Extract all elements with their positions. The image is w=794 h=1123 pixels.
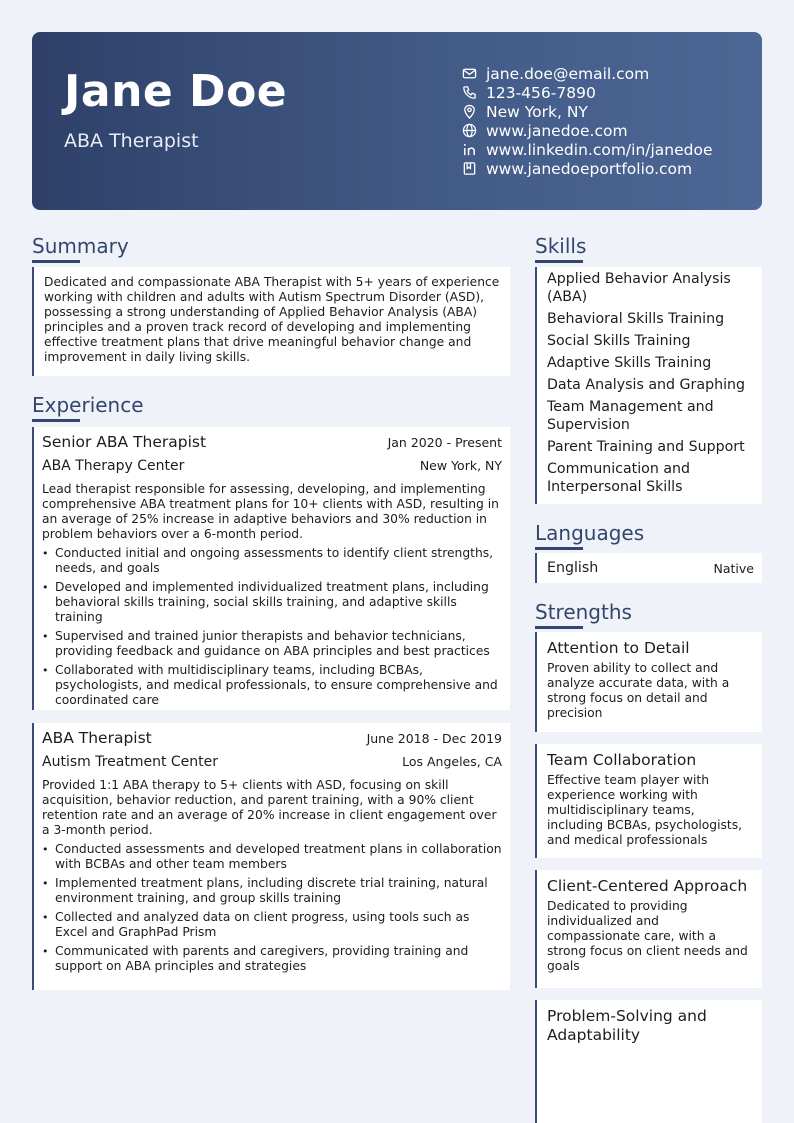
job-dates: Jan 2020 - Present	[387, 435, 502, 450]
job-location: Los Angeles, CA	[402, 754, 502, 769]
skill-item: Data Analysis and Graphing	[547, 377, 746, 393]
job-bullet: • Communicated with parents and caregivers, providing training and support on ABA principles and strategies	[42, 944, 502, 974]
candidate-name: Jane Doe	[64, 66, 288, 117]
skills-underline	[535, 260, 583, 263]
job-bullet-list	[42, 842, 502, 974]
job-bullet: • Conducted initial and ongoing assessments to identify client strengths, needs, and goals	[42, 546, 502, 576]
location-pin-icon	[461, 103, 478, 120]
contact-email[interactable]	[461, 64, 713, 83]
language-level: Native	[713, 560, 754, 576]
job-bullet: • Collected and analyzed data on client progress, using tools such as Excel and GraphPad Prism	[42, 910, 502, 940]
summary-underline	[32, 260, 80, 263]
job-dates: June 2018 - Dec 2019	[366, 731, 502, 746]
languages-underline	[535, 547, 583, 550]
globe-icon	[461, 122, 478, 139]
linkedin-icon	[461, 141, 478, 158]
strength-card	[535, 632, 762, 732]
job-description: Lead therapist responsible for assessing, developing, and implementing comprehensive ABA treatment plans for 10+ clients with ASD, resulting in an average of 25% increase in adaptive behaviors and 30% reduction in problem behaviors over a 6-month period.	[42, 482, 499, 541]
phone-icon	[461, 84, 478, 101]
resume-header	[32, 32, 762, 210]
job-location: New York, NY	[419, 458, 502, 473]
summary-text: Dedicated and compassionate ABA Therapist with 5+ years of experience working with children and adults with Autism Spectrum Disorder (ASD), possessing a strong understanding of Applied Behavior Analysis (ABA) principles and a proven track record of developing and implementing effective treatment plans that drive meaningful behavior change and improvement in daily living skills.	[44, 275, 500, 364]
skill-item: Parent Training and Support	[547, 439, 745, 455]
experience-entry	[32, 427, 510, 710]
contact-list	[461, 64, 713, 178]
contact-phone-text: 123-456-7890	[486, 83, 596, 102]
skill-item: Behavioral Skills Training	[547, 311, 725, 327]
strengths-heading: Strengths	[535, 600, 632, 624]
summary-card	[32, 267, 510, 376]
skill-item: Team Management and Supervision	[547, 399, 714, 433]
language-name: English	[547, 560, 599, 576]
summary-heading: Summary	[32, 234, 129, 258]
languages-heading: Languages	[535, 521, 645, 545]
portfolio-icon	[461, 160, 478, 177]
experience-heading: Experience	[32, 393, 144, 417]
strength-card	[535, 870, 762, 988]
strength-description: Dedicated to providing individualized and compassionate care, with a strong focus on client needs and goals	[547, 899, 748, 973]
strengths-underline	[535, 626, 583, 629]
contact-phone[interactable]	[461, 83, 713, 102]
job-company: Autism Treatment Center	[42, 754, 219, 770]
job-bullet: • Developed and implemented individualized treatment plans, including behavioral skills training, social skills training, and adaptive skills training	[42, 580, 502, 625]
contact-portfolio[interactable]	[461, 159, 713, 178]
contact-location-text: New York, NY	[486, 102, 588, 121]
contact-portfolio-text: www.janedoeportfolio.com	[486, 159, 693, 178]
job-bullet: • Supervised and trained junior therapists and behavior technicians, providing feedback and guidance on ABA principles and best practices	[42, 629, 502, 659]
job-bullet: • Conducted assessments and developed treatment plans in collaboration with BCBAs and other team members	[42, 842, 502, 872]
skill-item: Adaptive Skills Training	[547, 355, 712, 371]
strength-description: Proven ability to collect and analyze accurate data, with a strong focus on detail and precision	[547, 661, 730, 720]
mail-icon	[461, 65, 478, 82]
language-row	[537, 553, 762, 583]
contact-linkedin[interactable]	[461, 140, 713, 159]
strength-title: Attention to Detail	[547, 639, 690, 657]
job-company: ABA Therapy Center	[42, 458, 185, 474]
job-role: Senior ABA Therapist	[42, 433, 207, 451]
contact-location	[461, 102, 713, 121]
job-role: ABA Therapist	[42, 729, 152, 747]
skill-item: Social Skills Training	[547, 333, 691, 349]
experience-underline	[32, 419, 80, 422]
languages-card	[535, 553, 762, 583]
job-description: Provided 1:1 ABA therapy to 5+ clients with ASD, focusing on skill acquisition, behavior reduction, and parent training, with a 90% client retention rate and an average of 20% increase in client engagement over a 3-month period.	[42, 778, 497, 837]
skill-item: Communication and Interpersonal Skills	[547, 461, 691, 495]
strength-card	[535, 1000, 762, 1123]
candidate-title: ABA Therapist	[64, 130, 199, 152]
contact-website[interactable]	[461, 121, 713, 140]
job-bullet: • Collaborated with multidisciplinary teams, including BCBAs, psychologists, and medical professionals, to ensure comprehensive and coordinated care	[42, 663, 502, 708]
job-bullet-list	[42, 546, 502, 708]
strength-title: Team Collaboration	[547, 751, 697, 769]
skill-item: Applied Behavior Analysis (ABA)	[547, 271, 731, 305]
skills-card	[535, 267, 762, 504]
strength-title: Client-Centered Approach	[547, 877, 748, 895]
contact-email-text: jane.doe@email.com	[486, 64, 650, 83]
contact-website-text: www.janedoe.com	[486, 121, 628, 140]
experience-entry	[32, 723, 510, 990]
strength-description: Effective team player with experience working with multidisciplinary teams, including BCBAs, psychologists, and medical professionals	[547, 773, 743, 847]
contact-linkedin-text: www.linkedin.com/in/janedoe	[486, 140, 713, 159]
strength-title: Problem-Solving and Adaptability	[547, 1007, 707, 1044]
skills-heading: Skills	[535, 234, 587, 258]
job-bullet: • Implemented treatment plans, including discrete trial training, natural environment training, and group skills training	[42, 876, 502, 906]
strength-card	[535, 744, 762, 858]
